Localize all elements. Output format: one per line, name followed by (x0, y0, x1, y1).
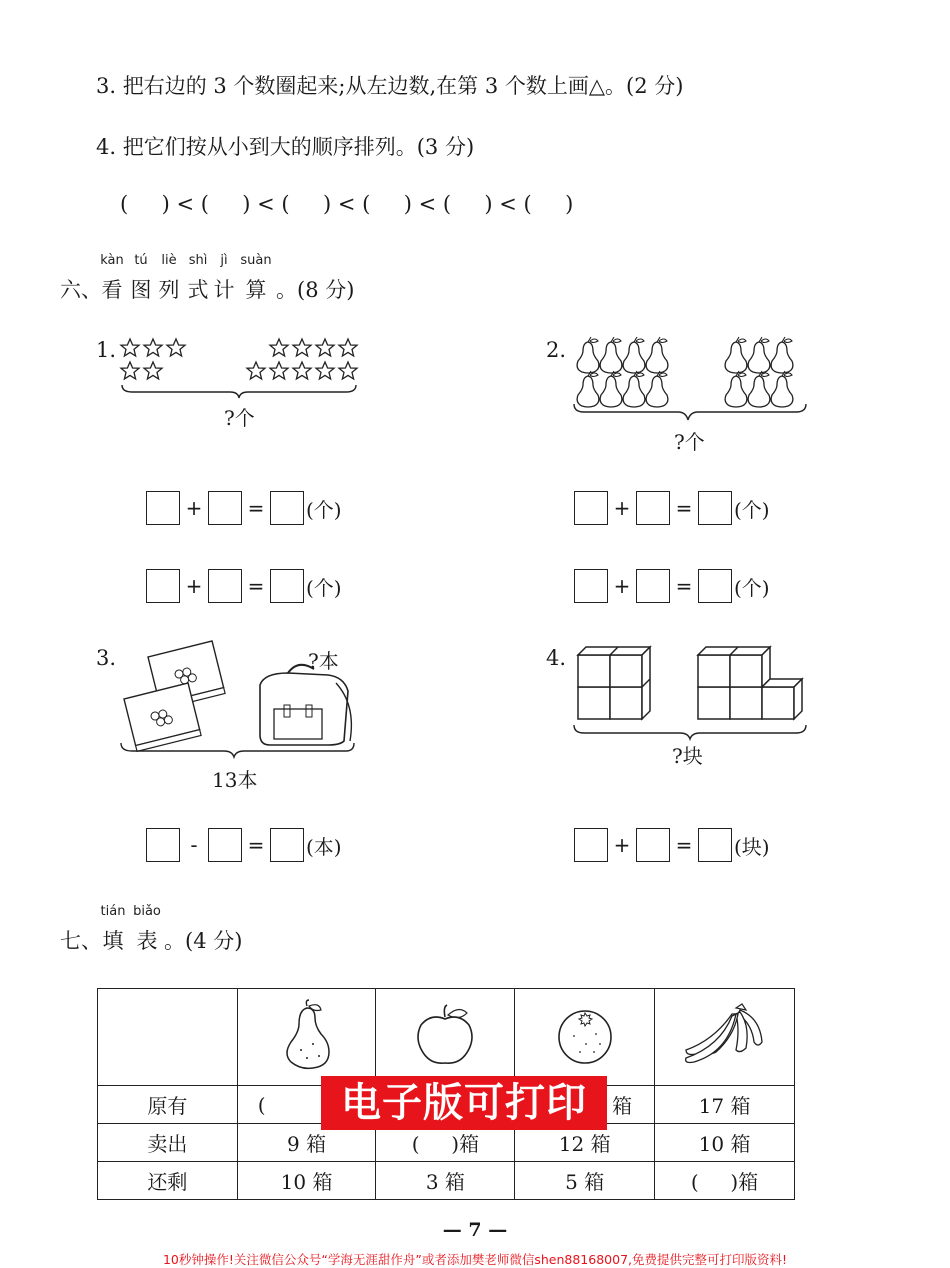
problem-4-number: 4. (546, 646, 567, 670)
answer-box[interactable] (698, 569, 732, 603)
heading-char: 看 (101, 278, 123, 302)
problem-3-label: 13本 (212, 768, 258, 792)
equals-sign: = (247, 496, 265, 520)
answer-box[interactable] (574, 828, 608, 862)
answer-box[interactable] (146, 491, 180, 525)
answer-box[interactable] (636, 569, 670, 603)
section-score: 。(4 分) (164, 929, 243, 953)
answer-box[interactable] (574, 569, 608, 603)
star-icon (270, 339, 288, 356)
heading-char: 图 (130, 278, 152, 302)
star-icon (270, 362, 288, 379)
cube-stack-icon (578, 647, 650, 719)
pear-icon (577, 371, 599, 407)
table-cell: 5 箱 (515, 1162, 655, 1200)
row-label: 卖出 (98, 1124, 238, 1162)
section-7-pinyin (96, 904, 164, 919)
answer-box[interactable] (698, 491, 732, 525)
unit-label: (个) (734, 575, 770, 600)
pear-icon (646, 371, 668, 407)
pear-icon (277, 1000, 337, 1070)
table-row (98, 1162, 795, 1200)
heading-char: 表 (136, 929, 158, 953)
pinyin: shì (188, 253, 208, 268)
pear-icon (725, 371, 747, 407)
star-icon (316, 362, 334, 379)
heading-char: 计 (213, 278, 235, 302)
star-icon (144, 362, 162, 379)
banana-cell (655, 989, 795, 1086)
cube-stack-icon (698, 647, 802, 719)
unit-label: (块) (734, 834, 770, 859)
equation-1a (146, 491, 342, 525)
answer-box[interactable] (208, 828, 242, 862)
brace-icon (574, 725, 806, 739)
answer-box[interactable] (636, 828, 670, 862)
minus-sign: - (190, 833, 198, 857)
equals-sign: = (247, 574, 265, 598)
pinyin: biǎo (133, 904, 161, 919)
pinyin: liè (161, 253, 177, 268)
section-prefix: 七、 (60, 929, 102, 953)
equation-4 (574, 828, 770, 862)
pinyin: tián (100, 904, 126, 919)
pear-icon (725, 337, 747, 373)
pear-icon (600, 337, 622, 373)
footer-note: 10秒钟操作!关注微信公众号“学海无涯甜作舟”或者添加樊老师微信shen88168007,免费提供完整可打印版资料! (162, 1252, 788, 1267)
brace-icon (122, 385, 356, 398)
answer-box[interactable] (208, 491, 242, 525)
apple-icon (413, 1003, 477, 1067)
problem-2-number: 2. (546, 338, 567, 362)
banana-icon (680, 1002, 770, 1068)
pear-icon (623, 371, 645, 407)
heading-char: 填 (102, 929, 124, 953)
row-label: 原有 (98, 1086, 238, 1124)
star-icon (316, 339, 334, 356)
equation-2a (574, 491, 770, 525)
table-header-row (98, 989, 795, 1086)
problem-4-label: ?块 (672, 744, 703, 768)
order-answer-row: ( ) < ( ) < ( ) < ( ) < ( ) < ( ) (120, 192, 574, 216)
stars-figure (118, 336, 368, 396)
pear-icon (646, 337, 668, 373)
equals-sign: = (675, 833, 693, 857)
print-stamp: 电子版可打印 (321, 1076, 607, 1130)
table-cell: 10 箱 (237, 1162, 376, 1200)
pear-icon (771, 371, 793, 407)
answer-box[interactable] (270, 491, 304, 525)
backpack-icon (260, 665, 351, 745)
table-cell[interactable]: 箱 (515, 1086, 655, 1124)
apple-cell (376, 989, 515, 1086)
book-icon (124, 683, 201, 751)
pear-icon (623, 337, 645, 373)
equals-sign: = (675, 496, 693, 520)
star-icon (121, 362, 139, 379)
table-cell: 9 箱 (237, 1124, 376, 1162)
plus-sign: + (613, 496, 631, 520)
pear-cell (237, 989, 376, 1086)
section-6-title (60, 274, 354, 304)
star-icon (293, 339, 311, 356)
answer-box[interactable] (698, 828, 732, 862)
table-cell: 3 箱 (376, 1162, 515, 1200)
unit-label: (个) (306, 497, 342, 522)
plus-sign: + (185, 496, 203, 520)
pears-figure (572, 334, 812, 424)
problem-3-top-label: ?本 (308, 649, 339, 673)
heading-char: 列 (158, 278, 180, 302)
answer-box[interactable] (146, 569, 180, 603)
star-icon (339, 339, 357, 356)
equation-3 (146, 828, 342, 862)
equals-sign: = (247, 833, 265, 857)
unit-label: (个) (734, 497, 770, 522)
plus-sign: + (613, 833, 631, 857)
orange-icon (554, 1004, 616, 1066)
section-7-title (60, 925, 242, 955)
table-cell[interactable]: ( (237, 1086, 376, 1124)
cubes-figure (574, 643, 814, 743)
section-6-pinyin (96, 253, 276, 268)
pinyin: jì (220, 253, 228, 268)
answer-box[interactable] (270, 828, 304, 862)
answer-box[interactable] (146, 828, 180, 862)
table-cell: 17 箱 (655, 1086, 795, 1124)
row-label: 还剩 (98, 1162, 238, 1200)
table-cell: 12 箱 (515, 1124, 655, 1162)
page-number: — 7 — (442, 1219, 508, 1241)
star-icon (339, 362, 357, 379)
question-4: 4. 把它们按从小到大的顺序排列。(3 分) (96, 135, 475, 159)
pear-icon (577, 337, 599, 373)
answer-box[interactable] (636, 491, 670, 525)
table-cell[interactable]: ( )箱 (655, 1162, 795, 1200)
problem-1-label: ?个 (224, 406, 255, 430)
plus-sign: + (613, 574, 631, 598)
plus-sign: + (185, 574, 203, 598)
question-3: 3. 把右边的 3 个数圈起来;从左边数,在第 3 个数上画△。(2 分) (96, 74, 684, 98)
unit-label: (个) (306, 575, 342, 600)
pinyin: kàn (100, 253, 124, 268)
problem-3-number: 3. (96, 646, 117, 670)
equation-1b (146, 569, 342, 603)
section-score: 。(8 分) (276, 278, 355, 302)
answer-box[interactable] (270, 569, 304, 603)
problem-2-label: ?个 (674, 430, 705, 454)
heading-char: 式 (187, 278, 209, 302)
equation-2b (574, 569, 770, 603)
answer-box[interactable] (208, 569, 242, 603)
star-icon (144, 339, 162, 356)
problem-1-number: 1. (96, 338, 117, 362)
pear-icon (748, 371, 770, 407)
star-icon (167, 339, 185, 356)
table-cell[interactable]: ( )箱 (376, 1124, 515, 1162)
pear-icon (600, 371, 622, 407)
answer-box[interactable] (574, 491, 608, 525)
pear-icon (748, 337, 770, 373)
star-icon (293, 362, 311, 379)
unit-label: (本) (306, 834, 342, 859)
pear-icon (771, 337, 793, 373)
heading-char: 算 (245, 278, 267, 302)
star-icon (121, 339, 139, 356)
star-icon (247, 362, 265, 379)
equals-sign: = (675, 574, 693, 598)
pinyin: suàn (240, 253, 272, 268)
orange-cell (515, 989, 655, 1086)
table-corner (98, 989, 238, 1086)
pinyin: tú (134, 253, 148, 268)
table-cell: 10 箱 (655, 1124, 795, 1162)
section-prefix: 六、 (60, 278, 102, 302)
